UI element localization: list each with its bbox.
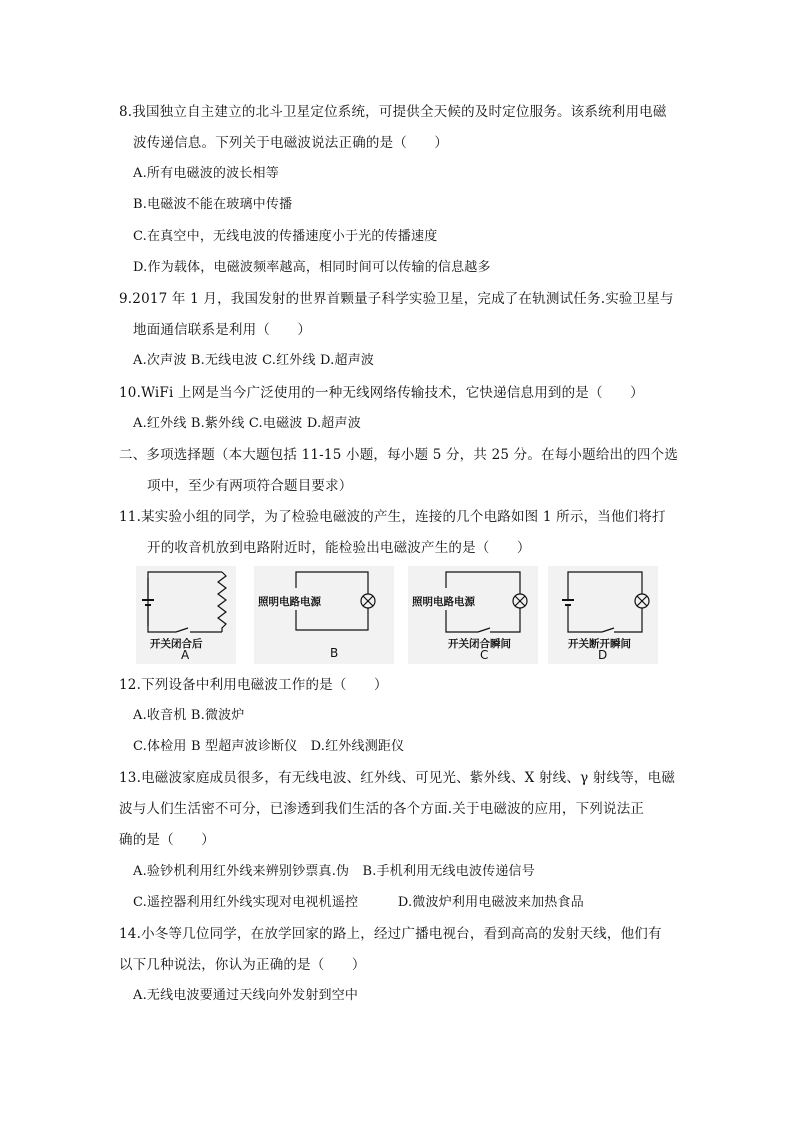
- circuit-a: [136, 566, 236, 664]
- section-2-heading-line-1: 二、多项选择题（本大题包括 11-15 小题，每小题 5 分，共 25 分。在每小题给出的四个选: [119, 447, 679, 463]
- question-11-line-2: 开的收音机放到电路附近时，能检验出电磁波产生的是（ ）: [147, 540, 531, 556]
- circuit-c-caption: 开关闭合瞬间: [448, 638, 511, 650]
- circuit-figure: [136, 566, 658, 664]
- circuit-d-letter: D: [598, 648, 608, 662]
- question-14-line-2: 以下几种说法，你认为正确的是（ ）: [119, 957, 366, 973]
- question-8-option-d: D.作为载体，电磁波频率越高，相同时间可以传输的信息越多: [133, 260, 491, 275]
- question-12-options-2: C.体检用 B 型超声波诊断仪 D.红外线测距仪: [133, 739, 405, 754]
- circuit-c-letter: C: [480, 648, 489, 662]
- circuit-c-source-label: 照明电路电源: [412, 596, 475, 608]
- section-2-heading-line-2: 项中，至少有两项符合题目要求）: [147, 478, 353, 494]
- question-8-option-c: C.在真空中，无线电波的传播速度小于光的传播速度: [133, 229, 438, 244]
- circuit-a-caption: 开关闭合后: [150, 638, 203, 650]
- question-13-line-3: 确的是（ ）: [119, 832, 215, 848]
- question-9-line-1: 9.2017 年 1 月，我国发射的世界首颗量子科学实验卫星，完成了在轨测试任务.实验卫星与: [119, 291, 674, 307]
- question-8-option-a: A.所有电磁波的波长相等: [133, 166, 279, 181]
- question-9-line-2: 地面通信联系是利用（ ）: [133, 322, 312, 338]
- circuit-d: [548, 566, 658, 664]
- question-12-line-1: 12.下列设备中利用电磁波工作的是（ ）: [119, 677, 388, 693]
- circuit-a-letter: A: [181, 648, 190, 662]
- circuit-b-drawing: [254, 566, 394, 664]
- question-14-option-a: A.无线电波要通过天线向外发射到空中: [133, 988, 359, 1003]
- question-8-option-b: B.电磁波不能在玻璃中传播: [133, 197, 293, 212]
- circuit-b: [254, 566, 394, 664]
- circuit-c: [408, 566, 538, 664]
- question-14-line-1: 14.小冬等几位同学，在放学回家的路上，经过广播电视台，看到高高的发射天线，他们有: [119, 926, 662, 942]
- question-9-options: A.次声波 B.无线电波 C.红外线 D.超声波: [133, 353, 375, 368]
- question-11-line-1: 11.某实验小组的同学，为了检验电磁波的产生，连接的几个电路如图 1 所示，当他们将打: [119, 509, 666, 525]
- question-10-line-1: 10.WiFi 上网是当今广泛使用的一种无线网络传输技术，它快递信息用到的是（ ）: [119, 385, 644, 401]
- question-13-line-1: 13.电磁波家庭成员很多，有无线电波、红外线、可见光、紫外线、X 射线、γ 射线等，电磁: [119, 770, 676, 786]
- question-12-options-1: A.收音机 B.微波炉: [133, 708, 245, 723]
- question-13-options-2: C.遥控器利用红外线实现对电视机遥控 D.微波炉利用电磁波来加热食品: [133, 895, 584, 910]
- circuit-d-caption: 开关断开瞬间: [568, 638, 631, 650]
- question-8-line-1: 8.我国独立自主建立的北斗卫星定位系统，可提供全天候的及时定位服务。该系统利用电磁: [119, 104, 667, 120]
- question-10-options: A.红外线 B.紫外线 C.电磁波 D.超声波: [133, 416, 361, 431]
- circuit-b-source-label: 照明电路电源: [258, 596, 321, 608]
- question-8-line-2: 波传递信息。下列关于电磁波说法正确的是（ ）: [133, 135, 449, 151]
- question-13-options-1: A.验钞机利用红外线来辨别钞票真.伪 B.手机利用无线电波传递信号: [133, 864, 535, 879]
- circuit-b-letter: B: [330, 646, 339, 660]
- question-13-line-2: 波与人们生活密不可分，已渗透到我们生活的各个方面.关于电磁波的应用，下列说法正: [119, 801, 645, 817]
